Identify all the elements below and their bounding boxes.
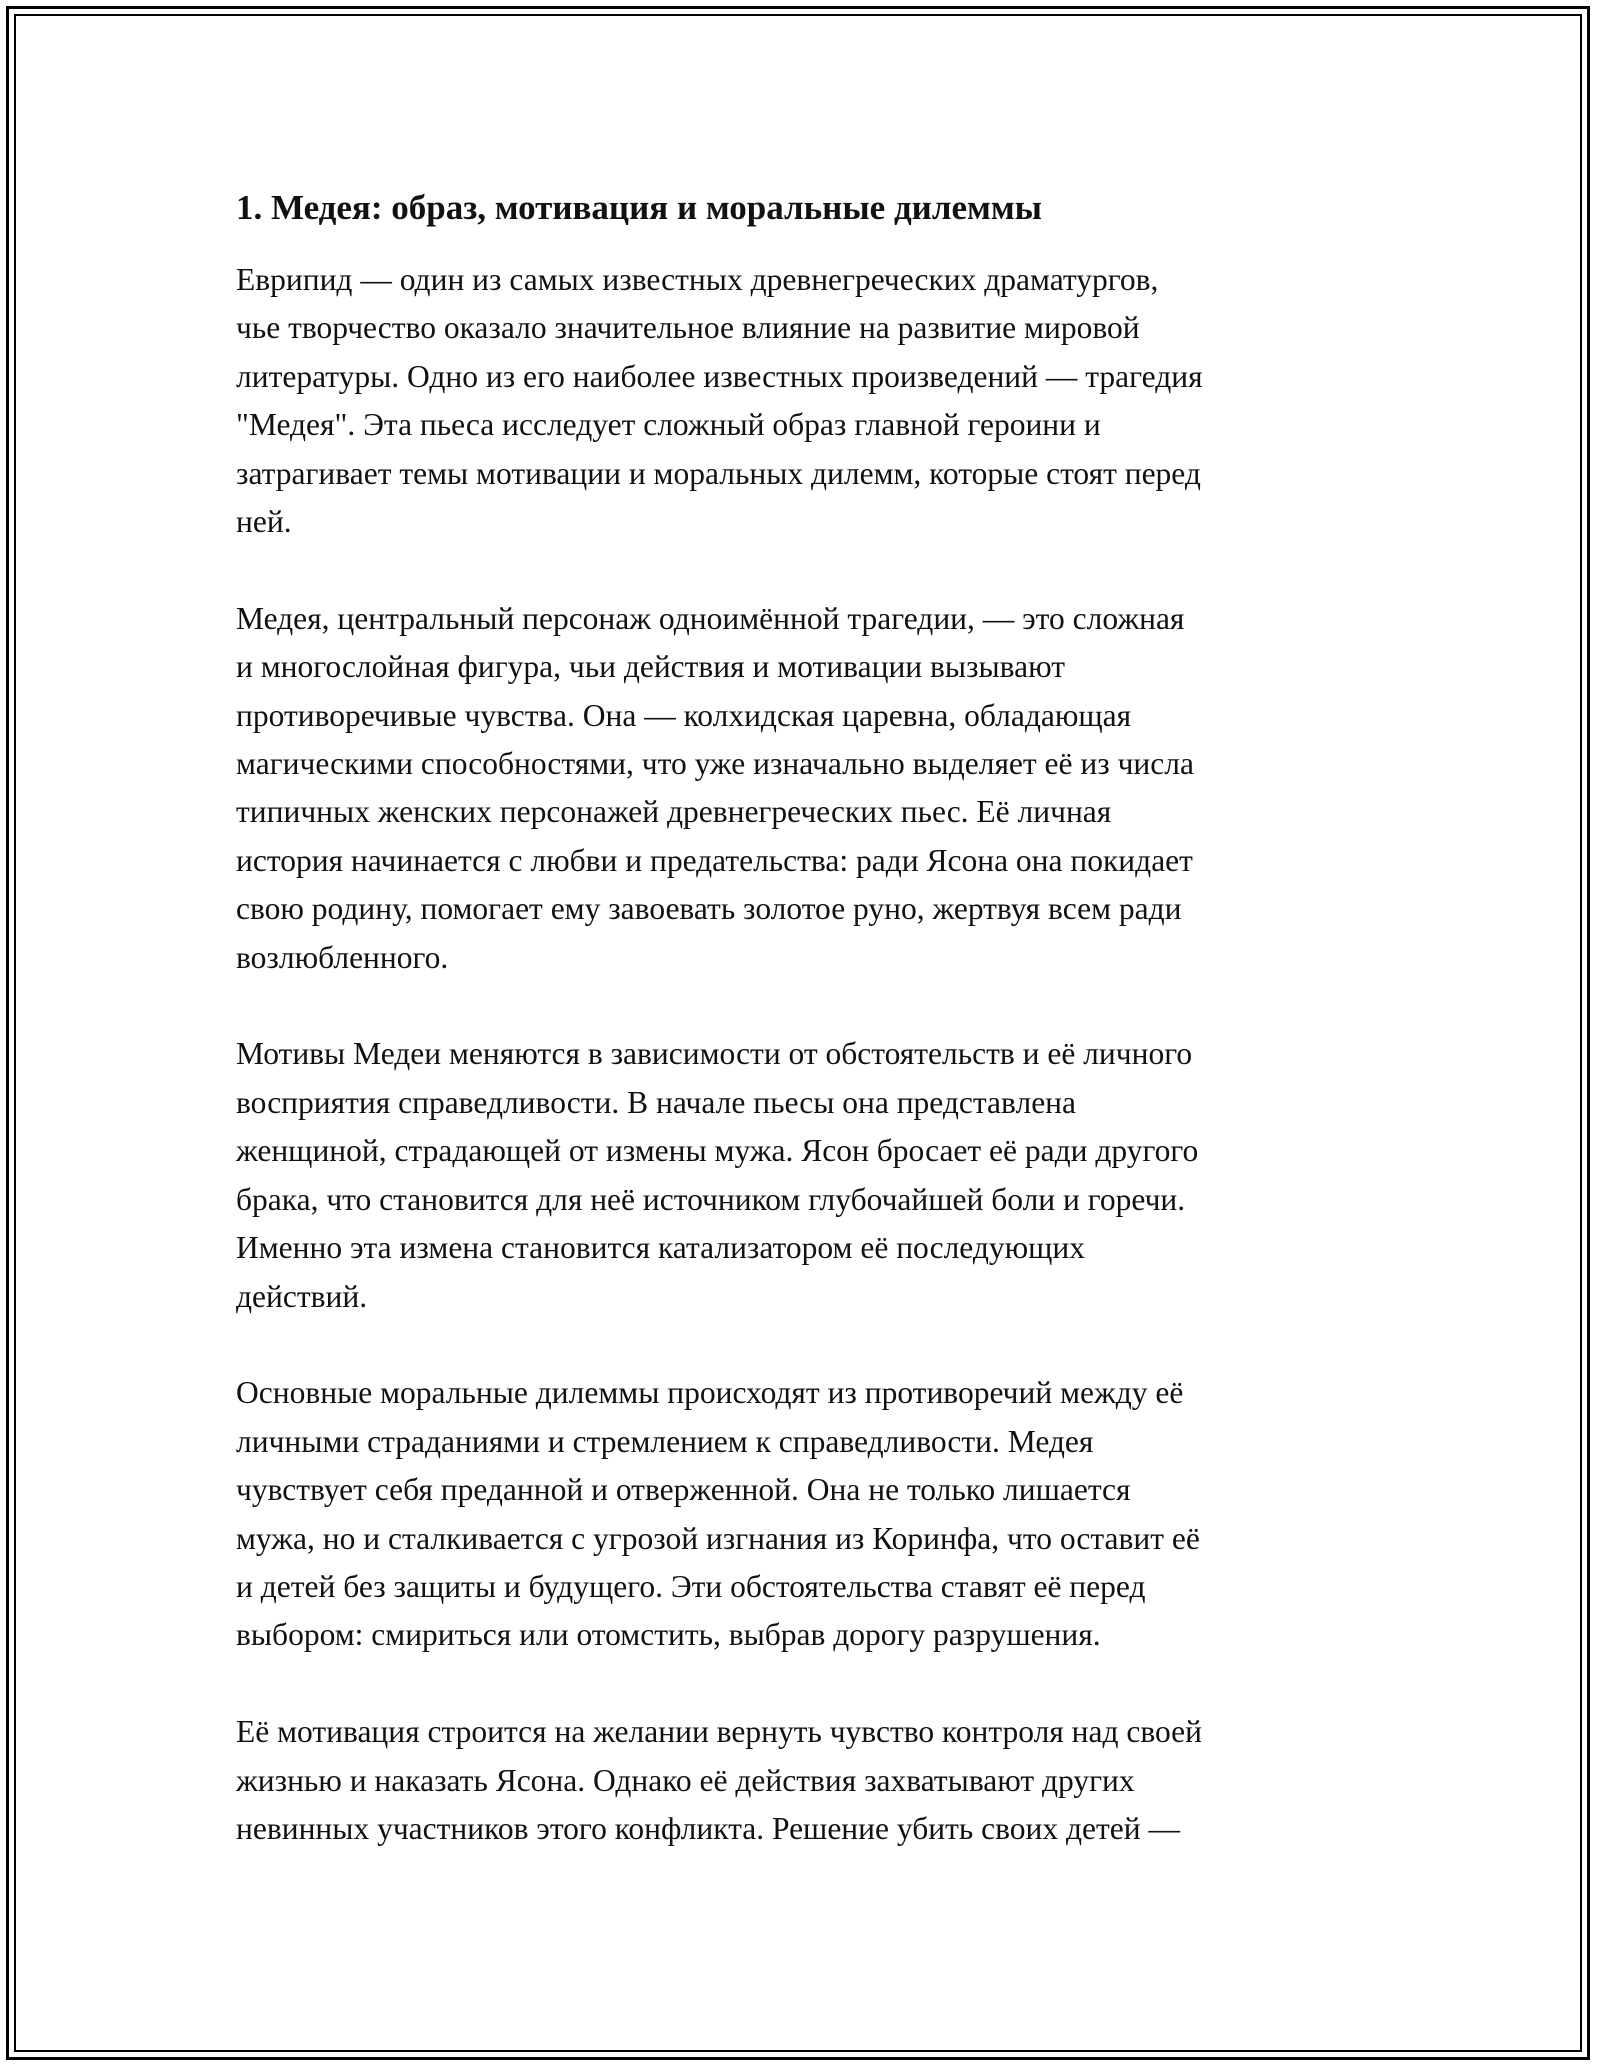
text-line: жизнью и наказать Ясона. Однако её действия захватывают других [236, 1762, 1135, 1798]
paragraph-4 [236, 1369, 1372, 1659]
text-line: возлюбленного. [236, 939, 449, 975]
paragraph-2 [236, 595, 1372, 982]
text-line: Основные моральные дилеммы происходят из противоречий между её [236, 1375, 1184, 1411]
text-line: восприятия справедливости. В начале пьесы она представлена [236, 1084, 1077, 1120]
section-title: 1. Медея: образ, мотивация и моральные дилеммы [236, 188, 1042, 227]
text-line: "Медея". Эта пьеса исследует сложный образ главной героини и [236, 407, 1101, 443]
text-line: и многослойная фигура, чьи действия и мотивации вызывают [236, 649, 1065, 685]
text-line: Еврипид — один из самых известных древнегреческих драматургов, [236, 262, 1159, 297]
text-line: Мотивы Медеи меняются в зависимости от обстоятельств и её личного [236, 1036, 1193, 1072]
text-line: Именно эта измена становится катализатором её последующих [236, 1230, 1086, 1266]
text-line: брака, что становится для неё источником глубочайшей боли и горечи. [236, 1181, 1186, 1217]
paragraph-5 [236, 1708, 1372, 1853]
text-line: противоречивые чувства. Она — колхидская царевна, обладающая [236, 697, 1132, 733]
text-line: женщиной, страдающей от измены мужа. Ясон бросает её ради другого [236, 1133, 1199, 1169]
text-line: типичных женских персонажей древнегреческих пьес. Её личная [236, 794, 1112, 830]
text-line: литературы. Одно из его наиболее известных произведений — трагедия [236, 358, 1203, 394]
text-line: невинных участников этого конфликта. Решение убить своих детей — [236, 1810, 1180, 1846]
text-line: чувствует себя преданной и отверженной. Она не только лишается [236, 1472, 1131, 1508]
paragraph-3 [236, 1030, 1372, 1320]
text-line: затрагивает темы мотивации и моральных дилемм, которые стоят перед [236, 455, 1201, 491]
text-line: ней. [236, 504, 292, 540]
text-line: история начинается с любви и предательства: ради Ясона она покидает [236, 842, 1193, 878]
text-line: свою родину, помогает ему завоевать золотое руно, жертвуя всем ради [236, 891, 1182, 927]
paragraph-1 [236, 256, 1372, 546]
text-line: и детей без защиты и будущего. Эти обстоятельства ставят её перед [236, 1568, 1146, 1604]
document-body [236, 186, 1372, 1902]
text-line: чье творчество оказало значительное влияние на развитие мировой [236, 310, 1140, 346]
text-line: магическими способностями, что уже изначально выделяет её из числа [236, 746, 1194, 782]
text-line: Её мотивация строится на желании вернуть чувство контроля над своей [236, 1714, 1203, 1750]
text-line: личными страданиями и стремлением к справедливости. Медея [236, 1423, 1094, 1459]
text-line: мужа, но и сталкивается с угрозой изгнания из Коринфа, что оставит её [236, 1520, 1200, 1556]
text-line: выбором: смириться или отомстить, выбрав дорогу разрушения. [236, 1617, 1101, 1653]
text-line: Медея, центральный персонаж одноимённой трагедии, — это сложная [236, 600, 1185, 636]
text-line: действий. [236, 1278, 368, 1314]
